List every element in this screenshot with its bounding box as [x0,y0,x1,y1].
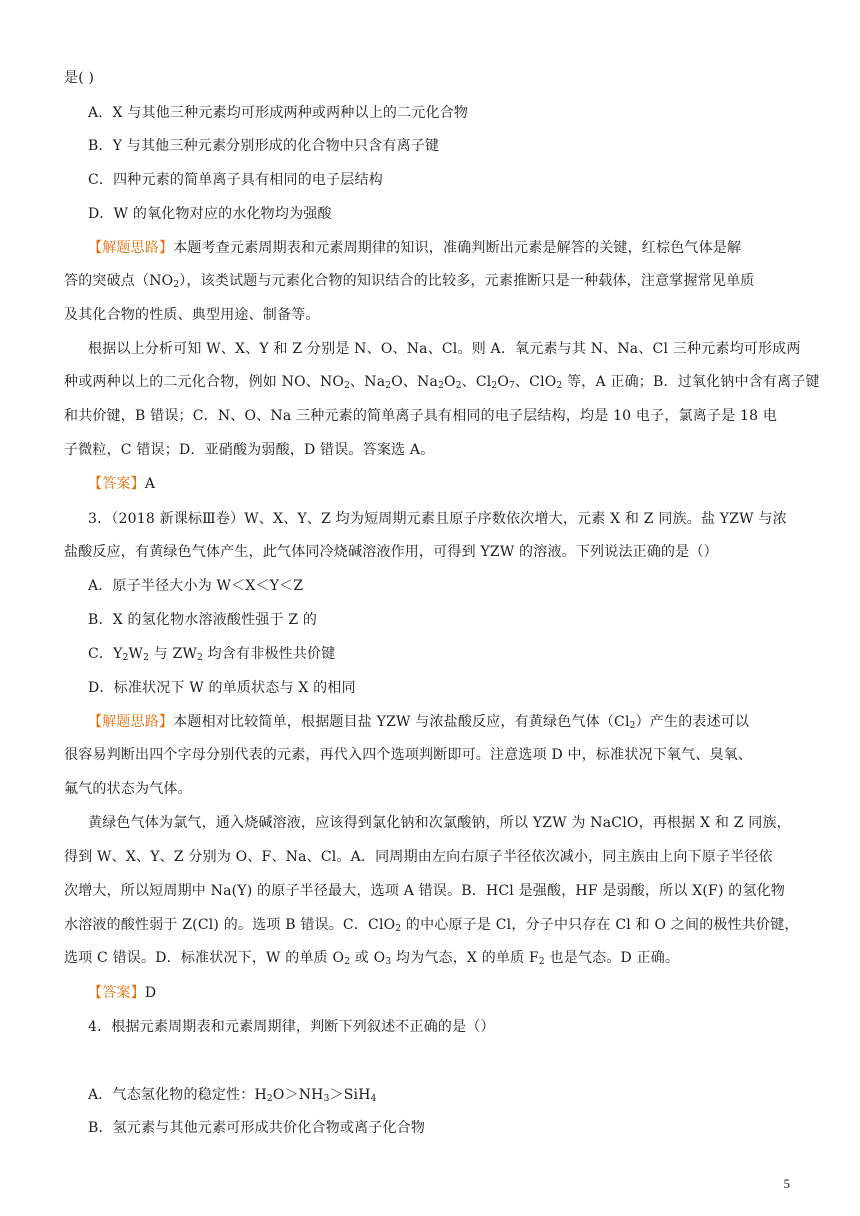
text-line: 黄绿色气体为氯气，通入烧碱溶液，应该得到氯化钠和次氯酸钠，所以 YZW 为 NaClO，再根据 X 和 Z 同族， [88,815,791,831]
text-line: 水溶液的酸性弱于 Z(Cl) 的。选项 B 错误。C．ClO$_2$ 的中心原子是 Cl，分子中只存在 Cl 和 O 之间的极性共价键， [64,917,799,934]
text-line: 种或两种以上的二元化合物，例如 NO、$NO_2$、$Na_2O$、$Na_2O_2$、$Cl_2O_7$、ClO$_2$ 等，A 正确；B．过氧化钠中含有离子键 [64,374,820,391]
text-line: 很容易判断出四个字母分别代表的元素，再代入四个选项判断即可。注意选项 D 中，标准状况下氧气、臭氧、 [64,747,753,763]
page-number: 5 [783,1176,790,1191]
answer-line: 【答案】D [88,985,157,1001]
text-line: 子微粒，C 错误；D．亚硝酸为弱酸，D 错误。答案选 A。 [64,442,435,458]
text-line: 及其化合物的性质、典型用途、制备等。 [64,307,320,323]
option-b: B．X 的氢化物水溶液酸性强于 Z 的 [88,612,318,628]
analysis-heading-line: 【解题思路】本题相对比较简单，根据题目盐 YZW 与浓盐酸反应，有黄绿色气体$(Cl_2)$产生的表述可以 [88,714,750,731]
option-d: D．标准状况下 W 的单质状态与 X 的相同 [88,680,356,696]
text-line: 是( ) [64,70,95,86]
option-a: A．气态氢化物的稳定性：$H_2O>NH_3>SiH_4$ [88,1087,377,1104]
text-line: 盐酸反应，有黄绿色气体产生，此气体同冷烧碱溶液作用，可得到 YZW 的溶液。下列说法正确的是（） [64,544,718,560]
option-c: C．$Y_2W_2$ 与 $ZW_2$ 均含有非极性共价键 [88,646,336,663]
text-line: 和共价键，B 错误；C．N、O、Na 三种元素的简单离子具有相同的电子层结构，均是 10 电子，氯离子是 18 电 [64,408,778,424]
analysis-heading-line: 【解题思路】本题考查元素周期表和元素周期律的知识，准确判断出元素是解答的关键，红棕色气体是解 [88,240,742,256]
option-a: A．原子半径大小为 W＜X＜Y＜Z [88,578,304,594]
answer-label: 【答案】 [88,985,145,1001]
analysis-label: 【解题思路】 [88,714,174,730]
option-b: B．氢元素与其他元素可形成共价化合物或离子化合物 [88,1120,426,1136]
answer-line: 【答案】A [88,476,156,492]
text-line: 选项 C 错误。D．标准状况下，W 的单质 $O_2$ 或 $O_3$ 均为气态，X 的单质 $F_2$ 也是气态。D 正确。 [64,950,680,967]
analysis-label: 【解题思路】 [88,240,174,256]
text-line: 根据以上分析可知 W、X、Y 和 Z 分别是 N、O、Na、Cl。则 A．氧元素与其 N、Na、Cl 三种元素均可形成两 [88,341,801,357]
option-a: A．X 与其他三种元素均可形成两种或两种以上的二元化合物 [88,105,469,121]
question-4: 4．根据元素周期表和元素周期律，判断下列叙述不正确的是（） [88,1019,495,1035]
text-line: 氟气的状态为气体。 [64,781,192,797]
option-b: B．Y 与其他三种元素分别形成的化合物中只含有离子键 [88,138,440,154]
text-line: 得到 W、X、Y、Z 分别为 O、F、Na、Cl。A．同周期由左向右原子半径依次减小，同主族由上向下原子半径依 [64,849,773,865]
text-line: 答的突破点$(NO_2)$，该类试题与元素化合物的知识结合的比较多，元素推断只是一种载体，注意掌握常见单质 [64,273,755,290]
option-c: C．四种元素的简单离子具有相同的电子层结构 [88,172,383,188]
text-line: 次增大，所以短周期中 Na(Y) 的原子半径最大，选项 A 错误。B．HCl 是强酸，HF 是弱酸，所以 X(F) 的氢化物 [64,883,786,899]
option-d: D．W 的氧化物对应的水化物均为强酸 [88,206,332,222]
question-3: 3．（2018 新课标Ⅲ卷）W、X、Y、Z 均为短周期元素且原子序数依次增大，元素 X 和 Z 同族。盐 YZW 与浓 [88,511,787,527]
answer-label: 【答案】 [88,476,145,492]
